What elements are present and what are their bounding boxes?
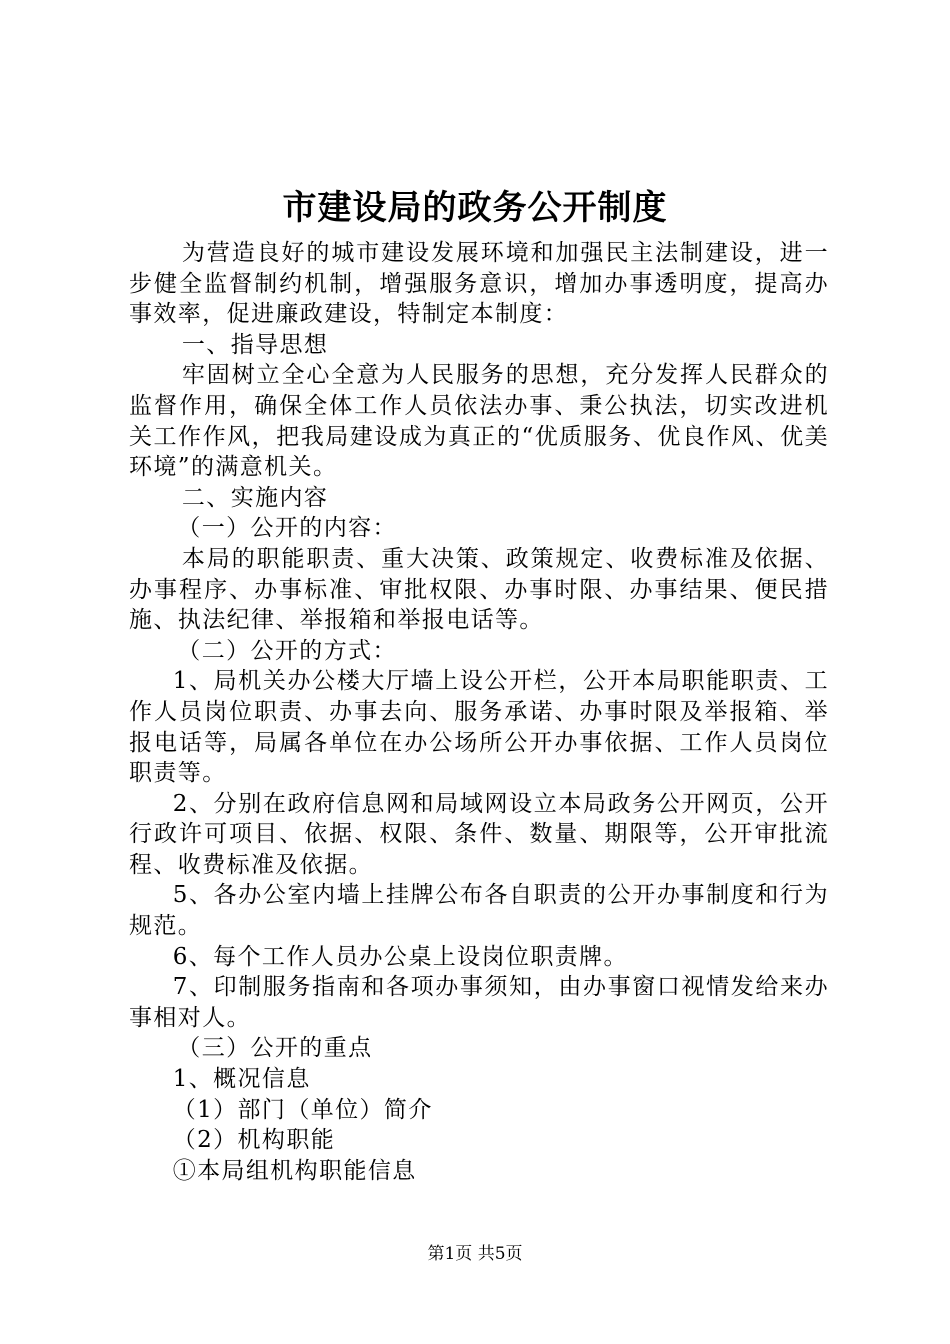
document-body bbox=[129, 238, 829, 1186]
paragraph-method-7: 7、印制服务指南和各项办事须知，由办事窗口视情发给来办事相对人。 bbox=[129, 974, 829, 1031]
paragraph-method-5: 5、各办公室内墙上挂牌公布各自职责的公开办事制度和行为规范。 bbox=[129, 882, 829, 940]
subheading-content: （一）公开的内容： bbox=[177, 515, 397, 542]
paragraph-method-2: 2、分别在政府信息网和局域网设立本局政务公开网页，公开行政许可项目、依据、权限、条件、数量、期限等，公开审批流程、收费标准及依据。 bbox=[129, 790, 829, 878]
subheading-method: （二）公开的方式： bbox=[177, 637, 397, 664]
subheading-focus: （三）公开的重点 bbox=[177, 1035, 373, 1062]
item-overview: 1、概况信息 bbox=[172, 1066, 311, 1093]
item-bureau-function-info: ①本局组机构职能信息 bbox=[172, 1157, 417, 1184]
item-department-intro: （1）部门（单位）简介 bbox=[172, 1096, 433, 1123]
document-title: 市建设局的政务公开制度 bbox=[282, 188, 668, 228]
heading-guiding-thought: 一、指导思想 bbox=[181, 331, 329, 358]
item-institution-function: （2）机构职能 bbox=[172, 1127, 336, 1154]
paragraph-content: 本局的职能职责、重大决策、政策规定、收费标准及依据、办事程序、办事标准、审批权限、办事时限、办事结果、便民措施、执法纪律、举报箱和举报电话等。 bbox=[129, 545, 829, 634]
page-footer: 第1页 共5页 bbox=[427, 1244, 523, 1264]
paragraph-intro: 为营造良好的城市建设发展环境和加强民主法制建设，进一步健全监督制约机制，增强服务意识，增加办事透明度，提高办事效率，促进廉政建设，特制定本制度： bbox=[129, 240, 829, 328]
heading-implementation: 二、实施内容 bbox=[181, 484, 329, 511]
paragraph-guiding-thought: 牢固树立全心全意为人民服务的思想，充分发挥人民群众的监督作用，确保全体工作人员依法办事、秉公执法，切实改进机关工作作风，把我局建设成为真正的“优质服务、优良作风、优美环境”的满意机关。 bbox=[129, 362, 829, 481]
paragraph-method-6: 6、每个工作人员办公桌上设岗位职责牌。 bbox=[172, 943, 628, 970]
paragraph-method-1: 1、局机关办公楼大厅墙上设公开栏，公开本局职能职责、工作人员岗位职责、办事去向、服务承诺、办事时限及举报箱、举报电话等，局属各单位在办公场所公开办事依据、工作人员岗位职责等。 bbox=[129, 668, 829, 787]
